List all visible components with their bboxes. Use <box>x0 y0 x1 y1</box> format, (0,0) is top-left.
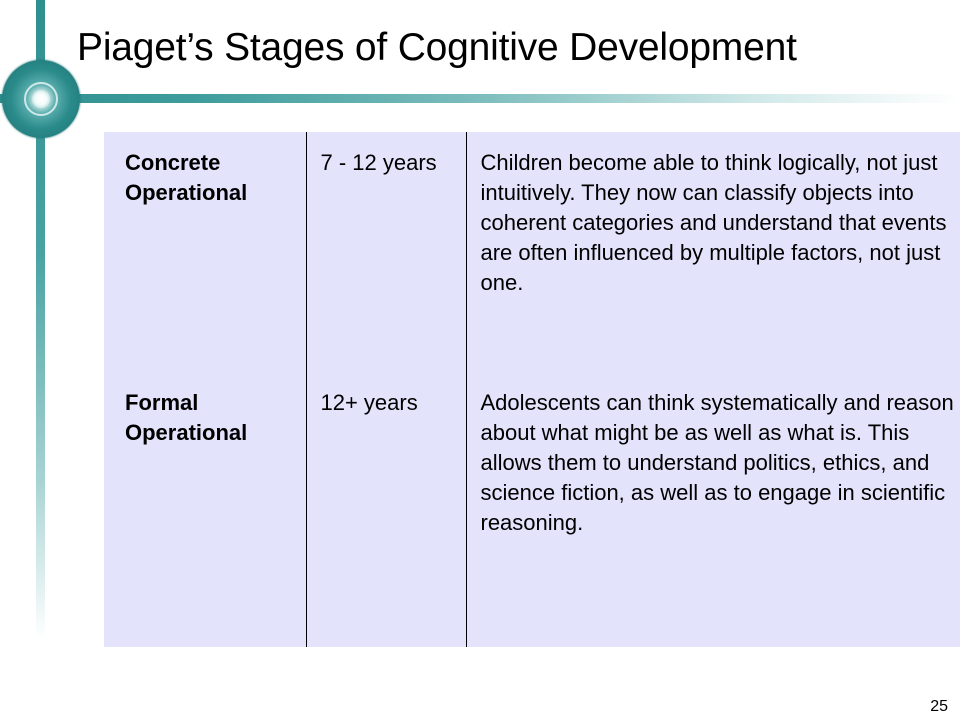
age-range-cell: 12+ years <box>306 388 466 647</box>
stages-table <box>104 132 960 647</box>
stage-description-cell: Adolescents can think systematically and reason about what might be as well as what is. This allows them to understand politics, ethics, and science fiction, as well as to engage in scientific reasoning. <box>466 388 960 647</box>
age-range-cell: 7 - 12 years <box>306 132 466 388</box>
stage-name-cell: Concrete Operational <box>125 150 248 205</box>
stage-name-cell: Formal Operational <box>125 390 248 445</box>
table-row <box>104 388 960 647</box>
table-row <box>104 132 960 388</box>
page-number: 25 <box>930 698 948 715</box>
decorative-horizontal-line <box>0 94 960 103</box>
stage-description-cell: Children become able to think logically, not just intuitively. They now can classify objects into coherent categories and understand that events are often influenced by multiple factors, not just one. <box>466 132 960 388</box>
slide-title: Piaget’s Stages of Cognitive Development <box>77 26 797 69</box>
stages-table-container <box>104 132 960 647</box>
orb-core <box>32 90 50 108</box>
